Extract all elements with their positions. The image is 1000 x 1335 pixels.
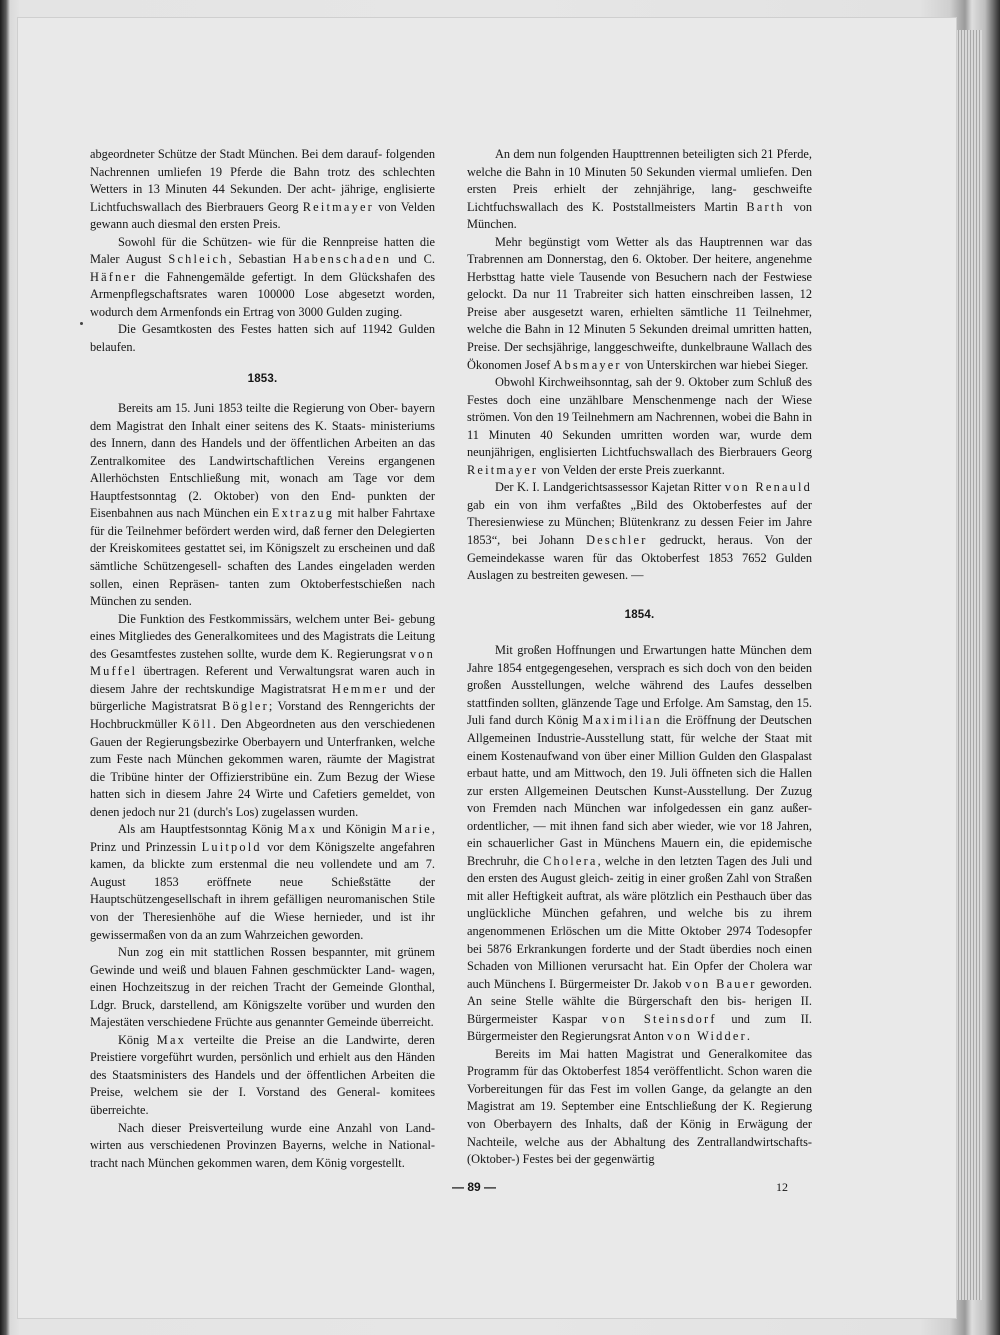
paragraph: An dem nun folgenden Haupttrennen beteiligten sich 21 Pferde, welche die Bahn in 10 Minuten 50 Sekunden viermal umliefen. Den ersten Preis erhielt der zehnjährige, lang- geschweifte Lichtfuchswallach des K. Poststallmeisters Martin Barth von München. [467,147,812,232]
paragraph: Bereits im Mai hatten Magistrat und Generalkomitee das Programm für das Oktoberfest 1854 veröffentlicht. Schon waren die Vorbereitungen für das Fest im vollen Gange, da gelangte an den Magistrat am 19. September eine Entschließung der K. Regierung von Oberbayern des Inhalts, daß der König in Erwägung der Nachteile, welche aus der Abhaltung des Zentrallandwirtschafts- (Oktober-) Festes bei der gegenwärtig [467,1046,812,1167]
paragraph: Die Gesamtkosten des Festes hatten sich auf 11942 Gulden belaufen. [90,322,435,355]
paragraph: Als am Hauptfestsonntag König Max und Königin Marie, Prinz und Prinzessin Luitpold vor dem Königszelte angefahren kamen, da blickte zum erstenmal die neu vollendete und am 7. August 1853 eröffnete neue Schießstätte der Hauptschützengesellschaft in ihrem gefälligen neuromanischen Stile von der Theresienhöhe auf die Wiese hernieder, und ist ihr gewissermaßen von da an zum Wahrzeichen geworden. [90,822,435,942]
paragraph: Obwohl Kirchweihsonntag, sah der 9. Oktober zum Schluß des Festes doch eine unzählbare Menschenmenge nach der Wiese strömen. Von den 19 Teilnehmern am Nachrennen, wobei die Bahn in 11 Minuten 40 Sekunden umritten worden war, wurde dem neunjährigen, englisierten Lichtfuchswallach des Bierbrauers Georg Reitmayer von Velden der erste Preis zuerkannt. [467,375,812,477]
paragraph: Der K. I. Landgerichtsassessor Kajetan Ritter von Renauld gab ein von ihm verfaßtes „Bild des Oktoberfestes auf der Theresienwiese zu München; Blütenkranz zu dessen Feier im Jahre 1853“, bei Johann Deschler gedruckt, heraus. Von der Gemeindekasse waren für das Oktoberfest 1853 7652 Gulden Auslagen zu bestreiten gewesen. — [467,480,813,583]
paragraph: Nun zog ein mit stattlichen Rossen bespannter, mit grünem Gewinde und weiß und blauen Fahnen geschmückter Land- wagen, einen Hochzeitszug in der reichen Tracht der Gemeinde Glonthal, Ldgr. Bruck, darstellend, am Königszelte vorüber und wurden den Majestäten verschiedene Früchte aus genannter Gemeinde überreicht. [90,945,435,1030]
section-heading-1853: 1853. [247,372,278,385]
paragraph: Sowohl für die Schützen- wie für die Rennpreise hatten die Maler August Schleich, Sebastian Habenschaden und C. Häfner die Fahnengemälde gefertigt. In dem Glückshafen des Armenpflegschaftsrates waren 100000 Lose abgesetzt worden, wodurch dem Armenfonds ein Ertrag von 3000 Gulden zuging. [90,234,436,319]
paragraph: abgeordneter Schütze der Stadt München. Bei dem darauf- folgenden Nachrennen umliefen 19 Pferde die Bahn trotz des schlechten Wetters in 13 Minuten 44 Sekunden. Der acht- jährige, englisierte Lichtfuchswallach des Bierbrauers Georg Reitmayer von Velden gewann auch diesmal den ersten Preis. [90,147,435,232]
margin-mark [80,322,83,325]
paragraph: König Max verteilte die Preise an die Landwirte, deren Preistiere vorgeführt wurden, persönlich und erhielt aus den Händen des Staatsministers des Handels und der öffentlichen Arbeiten die Preise, welchem sie der I. Vorstand des General- komitees überreichte. [90,1032,435,1117]
paragraph: Die Funktion des Festkommissärs, welchem unter Bei- gebung eines Mitgliedes des Generalkomitees und des Magistrats die Leitung des Gesamtfestes zustehen sollte, wurde dem K. Regierungsrat von Muffel übertragen. Referent und Verwaltungsrat waren auch in diesem Jahre der rechtskundige Magistratsrat Hemmer und der bürgerliche Magistratsrat Bögler; Vorstand des Renngerichts der Hochbruckmüller Köll. Den Abgeordneten aus den verschiedenen Gauen der Regierungsbezirke Oberbayern und Unterfranken, welche zum Feste nach München gekommen waren, räumte der Magistrat die Tribüne hinter der Offizierstribüne ein. Zum Bezug der Wiese hatten sich in diesem Jahre 24 Wirte und Cafetiers gemeldet, von denen jedoch nur 21 (durch's Los) zugelassen wurden. [90,611,435,819]
right-column [467,146,812,1169]
paragraph: Bereits am 15. Juni 1853 teilte die Regierung von Ober- bayern dem Magistrat den Inhalt einer seitens des K. Staats- ministeriums des Innern, dann des Handels und der öffentlichen Arbeiten an das Zentralkomitee des Landwirtschaftlichen Vereins ergangenen Allerhöchsten Entschließung mit, wonach am Tage vor dem Hauptfestsonntag (2. Oktober) von den End- punkten der Eisenbahnen aus nach München ein Extrazug mit halber Fahrtaxe für die Teilnehmer befördert werden wird, daß ferner den Delegierten der Kreiskomitees gestattet sei, im Königszelt zu erscheinen und daß sämtliche Schützengesell- schaften des Landes eingeladen werden sollen, einen Repräsen- tanten zum Oktoberfestschießen nach München zu senden. [90,401,435,609]
section-heading-1854: 1854. [624,608,655,621]
book-page-edges [956,30,982,1300]
paragraph: Nach dieser Preisverteilung wurde eine Anzahl von Land- wirten aus verschiedenen Provinzen Bayerns, welche in National- tracht nach München gekommen waren, dem König vorgestellt. [90,1120,435,1170]
signature-mark: 12 [776,1180,788,1194]
page-number: — 89 — [451,1180,496,1194]
paragraph: Mehr begünstigt vom Wetter als das Hauptrennen war das Trabrennen am Donnerstag, den 6. Oktober. Der heitere, angenehme Herbsttag hatte viele Tausende von Besuchern nach der Festwiese gelockt. Da nur 11 Trabreiter sich hatten einschreiben lassen, 12 Preise aber ausgesetzt waren, erhielten sämtliche 11 Teilnehmer, welche die Bahn in 12 Minuten 5 Sekunden dreimal umritten hatten, Preise. Der sechsjährige, langgeschweifte, dunkelbraune Wallach des Ökonomen Josef Absmayer von Unterskirchen war hiebei Sieger. [467,234,812,372]
paragraph: Mit großen Hoffnungen und Erwartungen hatte München dem Jahre 1854 entgegengesehen, versprach es sich doch von den beiden großen Ausstellungen, welche während des Laufes desselben stattfinden sollten, glänzende Tage und Erfolge. Am Samstag, den 15. Juli fand durch König Maximilian die Eröffnung der Deutschen Allgemeinen Industrie-Ausstellung statt, für welche der Staat mit einem Kostenaufwand von über einer Million Gulden den Glaspalast erbaut hatte, und am Mittwoch, den 19. Juli öffneten sich die Hallen zur ersten Allgemeinen Deutschen Kunst-Ausstellung. Der Zuzug von Fremden nach München war infolgedessen ein ganz außer- ordentlicher, — mit ihnen fand sich aber wieder, wie vor 18 Jahren, ein schauerlicher Gast in Münchens Mauern ein, die epidemische Brechruhr, die Cholera, welche in den letzten Tagen des Juli und den ersten des August gleich- zeitig in einer großen Zahl von Straßen mit aller Heftigkeit auftrat, als wäre plötzlich ein Pesthauch über das unglückliche München gefahren, und welche bis zu ihrem angenommenen Erlöschen um die Mitte Oktober 2974 Todesopfer bei 5876 Erkrankungen forderte und der Stadt überdies noch einen Schaden von Millionen verursacht hat. Ein Opfer der Cholera war auch Münchens I. Bürgermeister Dr. Jakob von Bauer geworden. An seine Stelle wählte die Bürgerschaft den bis- herigen II. Bürgermeister Kaspar von Steinsdorf und zum II. Bürgermeister den Regierungsrat Anton von Widder. [467,643,813,1044]
left-column [90,146,435,1172]
